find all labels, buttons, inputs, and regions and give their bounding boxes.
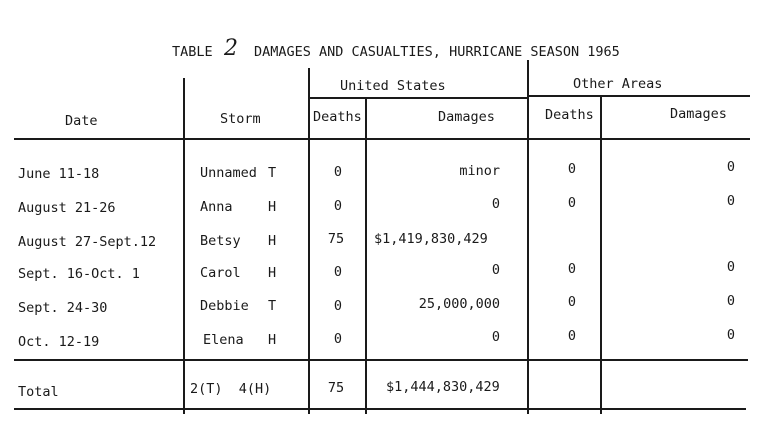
divider-other-deaths: [600, 95, 602, 414]
row-3-us-deaths: 75: [327, 231, 345, 247]
row-4-us-deaths: 0: [333, 264, 343, 280]
row-2-us-deaths: 0: [333, 198, 343, 214]
header-us-deaths: Deaths: [313, 109, 362, 125]
divider-storm-us: [308, 68, 310, 414]
row-6-us-damages: 0: [491, 329, 500, 345]
table-title: DAMAGES AND CASUALTIES, HURRICANE SEASON 1965: [254, 44, 620, 60]
row-5-other-damages: 0: [726, 293, 735, 309]
row-5-storm: Debbie: [200, 298, 249, 314]
header-united-states: United States: [340, 78, 446, 94]
row-2-type: H: [268, 199, 277, 215]
row-5-date: Sept. 24-30: [18, 300, 108, 316]
row-2-other-deaths: 0: [567, 195, 577, 211]
row-1-us-deaths: 0: [333, 164, 343, 180]
row-6-other-deaths: 0: [567, 328, 577, 344]
header-other-deaths: Deaths: [545, 107, 594, 123]
row-3-us-damages: $1,419,830,429: [374, 231, 488, 247]
row-3-storm: Betsy: [200, 233, 241, 249]
row-1-date: June 11-18: [18, 166, 100, 182]
row-6-us-deaths: 0: [333, 331, 343, 347]
total-label: Total: [18, 384, 59, 400]
row-1-us-damages: minor: [459, 163, 500, 179]
header-other-damages: Damages: [670, 106, 727, 122]
total-us-deaths: 75: [327, 380, 345, 396]
total-storm: 2(T) 4(H): [190, 381, 272, 397]
row-2-other-damages: 0: [726, 193, 735, 209]
row-2-storm: Anna: [200, 199, 233, 215]
rule-other-group: [528, 95, 750, 97]
row-4-other-damages: 0: [726, 259, 735, 275]
row-1-other-deaths: 0: [567, 161, 577, 177]
row-5-type: T: [268, 298, 277, 314]
row-6-date: Oct. 12-19: [18, 334, 100, 350]
row-3-type: H: [268, 233, 277, 249]
row-1-storm: Unnamed: [200, 165, 257, 181]
divider-us-other: [527, 60, 529, 414]
row-3-date: August 27-Sept.12: [18, 234, 157, 250]
row-5-other-deaths: 0: [567, 294, 577, 310]
row-2-us-damages: 0: [491, 196, 500, 212]
divider-date-storm: [183, 78, 185, 414]
row-4-type: H: [268, 265, 277, 281]
rule-us-group: [308, 97, 528, 99]
total-us-damages: $1,444,830,429: [386, 379, 500, 395]
row-6-storm: Elena: [203, 332, 244, 348]
rule-total-top: [14, 359, 748, 361]
row-4-storm: Carol: [200, 265, 241, 281]
row-5-us-deaths: 0: [333, 298, 343, 314]
divider-us-deaths: [365, 97, 367, 414]
table-number: 2: [224, 36, 238, 61]
row-4-us-damages: 0: [491, 262, 500, 278]
row-2-date: August 21-26: [18, 200, 116, 216]
header-storm: Storm: [220, 111, 261, 127]
rule-table-bottom: [14, 408, 746, 410]
row-6-other-damages: 0: [726, 327, 735, 343]
header-us-damages: Damages: [438, 109, 495, 125]
row-4-other-deaths: 0: [567, 261, 577, 277]
row-6-type: H: [268, 332, 277, 348]
row-1-other-damages: 0: [726, 159, 735, 175]
title-prefix: TABLE: [172, 44, 213, 60]
rule-header-bottom: [14, 138, 750, 140]
row-4-date: Sept. 16-Oct. 1: [18, 266, 140, 282]
row-5-us-damages: 25,000,000: [418, 296, 500, 312]
header-date: Date: [65, 113, 98, 129]
header-other-areas: Other Areas: [573, 76, 663, 92]
row-1-type: T: [268, 165, 277, 181]
